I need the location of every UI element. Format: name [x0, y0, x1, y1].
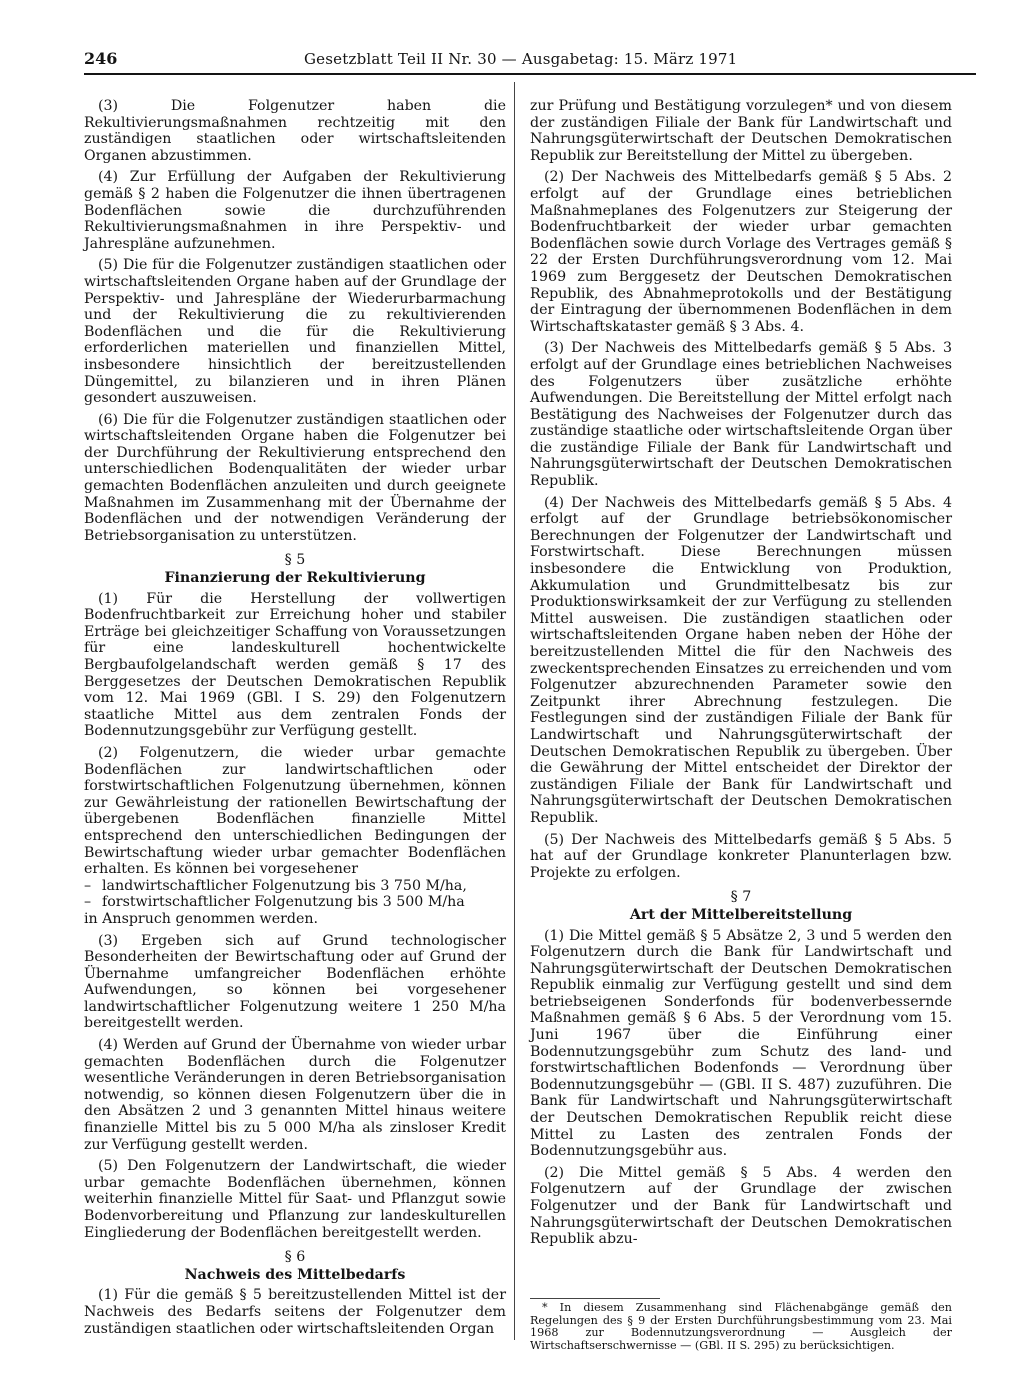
section-number: § 6: [284, 1249, 306, 1266]
paragraph: (4) Zur Erfüllung der Aufgaben der Rekultivierung gemäß § 2 haben die Folgenutzer die ihnen übertragenen Bodenflächen sowie die durchzuführenden Rekultivierungsmaßnahmen in ihre Perspektiv- und Jahrespläne aufzunehmen.: [84, 169, 506, 252]
page-header: [84, 46, 976, 72]
paragraph: (1) Für die Herstellung der vollwertigen Bodenfruchtbarkeit zur Erreichung hoher und stabiler Erträge bei gleichzeitiger Schaffung von Voraussetzungen für eine landeskulturell hochentwickelte Bergbaufolgelandschaft werden gemäß § 17 des Berggesetzes der Deutschen Demokratischen Republik vom 12. Mai 1969 (GBl. I S. 29) den Folgenutzern staatliche Mittel aus dem zentralen Fonds der Bodennutzungsgebühr zur Verfügung gestellt.: [84, 590, 506, 740]
right-column: [530, 98, 952, 1253]
left-column: [84, 98, 506, 1342]
paragraph: (4) Der Nachweis des Mittelbedarfs gemäß § 5 Abs. 4 erfolgt auf der Grundlage betriebsökonomischer Berechnungen der Folgenutzer der Landwirtschaft und Forstwirtschaft. Diese Berechnungen müssen insbesondere die Entwicklung von Produktion, Akkumulation und Grundmittelbesatz bis zur Produktionswirksamkeit der zur Verfügung zu stellenden Mittel ausweisen. Die zuständigen staatlichen oder wirtschaftsleitenden Organe haben neben der Höhe der bereitzustellenden Mittel die für den Nachweis des zweckentsprechenden Einsatzes zu erreichenden und vom Folgenutzer abzurechnenden Parameter sowie den Zeitpunkt ihrer Abrechnung festzulegen. Die Festlegungen sind der zuständigen Filiale der Bank für Landwirtschaft und Nahrungsgüterwirtschaft der Deutschen Demokratischen Republik zu übergeben. Über die Gewährung der Mittel entscheidet der Direktor der zuständigen Filiale der Bank für Landwirtschaft und Nahrungsgüterwirtschaft der Deutschen Demokratischen Republik.: [530, 494, 952, 826]
section-title: Nachweis des Mittelbedarfs: [184, 1266, 406, 1283]
paragraph: (2) Der Nachweis des Mittelbedarfs gemäß § 5 Abs. 2 erfolgt auf der Grundlage eines betrieblichen Maßnahmeplanes des Folgenutzers zur Steigerung der Bodenfruchtbarkeit der wieder urbar gemachten Bodenflächen sowie durch Vorlage des Vertrages gemäß § 22 der Ersten Durchführungsverordnung vom 12. Mai 1969 zum Berggesetz der Deutschen Demokratischen Republik, des Abnahmeprotokolls und der Bestätigung der Eintragung der übernommenen Bodenflächen in dem Wirtschaftskataster gemäß § 3 Abs. 4.: [530, 169, 952, 335]
header-rule: [84, 73, 976, 75]
paragraph: (3) Die Folgenutzer haben die Rekultivierungsmaßnahmen rechtzeitig mit den zuständigen staatlichen oder wirtschaftsleitenden Organen abzustimmen.: [84, 98, 506, 164]
paragraph: (5) Die für die Folgenutzer zuständigen staatlichen oder wirtschaftsleitenden Organe haben auf der Grundlage der Perspektiv- und Jahrespläne der Wiederurbarmachung und der Rekultivierung die zu rekultivierenden Bodenflächen und die für die Rekultivierung erforderlichen materiellen und finanziellen Mittel, insbesondere hinsichtlich der bereitzustellenden Düngemittel, zu bilanzieren und in ihren Plänen gesondert auszuweisen.: [84, 257, 506, 407]
paragraph: (2) Folgenutzern, die wieder urbar gemachte Bodenflächen zur landwirtschaftlichen oder forstwirtschaftlichen Folgenutzung übernehmen, können zur Gewährleistung der rationellen Bewirtschaftung der übergebenen Bodenflächen finanzielle Mittel entsprechend den unterschiedlichen Bedingungen der Bewirtschaftung wieder urbar gemachter Bodenflächen erhalten. Es können bei vorgesehener: [84, 744, 506, 878]
list-item: – forstwirtschaftlicher Folgenutzung bis 3 500 M/ha: [84, 894, 506, 911]
column-divider: [514, 82, 515, 1340]
section-number: § 5: [284, 552, 306, 569]
footnote: [530, 1302, 952, 1352]
footnote-rule: [530, 1298, 660, 1299]
list-item: – landwirtschaftlicher Folgenutzung bis 3 750 M/ha,: [84, 878, 506, 895]
paragraph: (4) Werden auf Grund der Übernahme von wieder urbar gemachten Bodenflächen durch die Folgenutzer wesentliche Veränderungen in deren Betriebsorganisation notwendig, so können diesen Folgenutzern über die in den Absätzen 2 und 3 genannten Mittel hinaus weitere finanzielle Mittel bis zu 5 000 M/ha als zinsloser Kredit zur Verfügung gestellt werden.: [84, 1037, 506, 1153]
paragraph-continuation: zur Prüfung und Bestätigung vorzulegen* und von diesem der zuständigen Filiale der Bank für Landwirtschaft und Nahrungsgüterwirtschaft der Deutschen Demokratischen Republik zur Bereitstellung der Mittel zu übergeben.: [530, 98, 952, 164]
paragraph: (1) Die Mittel gemäß § 5 Absätze 2, 3 und 5 werden den Folgenutzern durch die Bank für Landwirtschaft und Nahrungsgüterwirtschaft der Deutschen Demokratischen Republik einmalig zur Verfügung gestellt und sind dem betriebseigenen Sonderfonds für bodenverbessernde Maßnahmen gemäß § 6 Abs. 5 der Verordnung vom 15. Juni 1967 über die Einführung einer Bodennutzungsgebühr zum Schutz des land- und forstwirtschaftlichen Bodenfonds — Verordnung über Bodennutzungsgebühr — (GBl. II S. 487) zuzuführen. Die Bank für Landwirtschaft und Nahrungsgüterwirtschaft der Deutschen Demokratischen Republik reicht diese Mittel zu Lasten des zentralen Fonds der Bodennutzungsgebühr aus.: [530, 927, 952, 1160]
paragraph: (3) Der Nachweis des Mittelbedarfs gemäß § 5 Abs. 3 erfolgt auf der Grundlage eines betrieblichen Nachweises des Folgenutzers über zusätzliche erhöhte Aufwendungen. Die Bereitstellung der Mittel erfolgt nach Bestätigung des Nachweises der Folgenutzer durch das zuständige staatliche oder wirtschaftsleitende Organ über die zuständige Filiale der Bank für Landwirtschaft und Nahrungsgüterwirtschaft der Deutschen Demokratischen Republik.: [530, 340, 952, 490]
paragraph: (3) Ergeben sich auf Grund technologischer Besonderheiten der Bewirtschaftung oder auf Grund der Übernahme umfangreicher Bodenflächen erhöhte Aufwendungen, so können bei vorgesehener landwirtschaftlicher Folgenutzung weitere 1 250 M/ha bereitgestellt werden.: [84, 932, 506, 1032]
paragraph: (5) Der Nachweis des Mittelbedarfs gemäß § 5 Abs. 5 hat auf der Grundlage konkreter Planunterlagen bzw. Projekte zu erfolgen.: [530, 831, 952, 881]
footnote-text: * In diesem Zusammenhang sind Flächenabgänge gemäß den Regelungen des § 9 der Ersten Durchführungsbestimmung vom 23. Mai 1968 zur Bodennutzungsverordnung — Ausgleich der Wirtschaftserschwernisse — (GBl. II S. 295) zu berücksichtigen.: [530, 1301, 952, 1352]
section-title: Finanzierung der Rekultivierung: [164, 570, 426, 587]
running-head: Gesetzblatt Teil II Nr. 30 — Ausgabetag: 15. März 1971: [304, 50, 738, 68]
paragraph-continuation: in Anspruch genommen werden.: [84, 910, 318, 927]
paragraph: (6) Die für die Folgenutzer zuständigen staatlichen oder wirtschaftsleitenden Organe haben die Folgenutzer bei der Durchführung der Rekultivierung entsprechend den unterschiedlichen Bodenqualitäten der wieder urbar gemachten Bodenflächen anzuleiten und durch geeignete Maßnahmen im Zusammenhang mit der Übernahme der Bodenflächen und der notwendigen Veränderung der Betriebsorganisation zu unterstützen.: [84, 411, 506, 544]
paragraph: (1) Für die gemäß § 5 bereitzustellenden Mittel ist der Nachweis des Bedarfs seitens der Folgenutzer dem zuständigen staatlichen oder wirtschaftsleitenden Organ: [84, 1287, 506, 1337]
section-number: § 7: [730, 889, 752, 906]
paragraph: (2) Die Mittel gemäß § 5 Abs. 4 werden den Folgenutzern auf der Grundlage der zwischen Folgenutzer und der Bank für Landwirtschaft und Nahrungsgüterwirtschaft der Deutschen Demokratischen Republik abzu-: [530, 1164, 952, 1248]
paragraph: (5) Den Folgenutzern der Landwirtschaft, die wieder urbar gemachte Bodenflächen übernehmen, können weiterhin finanzielle Mittel für Saat- und Pflanzgut sowie Bodenvorbereitung und Pflanzung zur landeskulturellen Eingliederung der Bodenflächen bereitgestellt werden.: [84, 1158, 506, 1241]
section-title: Art der Mittelbereitstellung: [629, 906, 853, 923]
page-number: 246: [84, 49, 118, 68]
